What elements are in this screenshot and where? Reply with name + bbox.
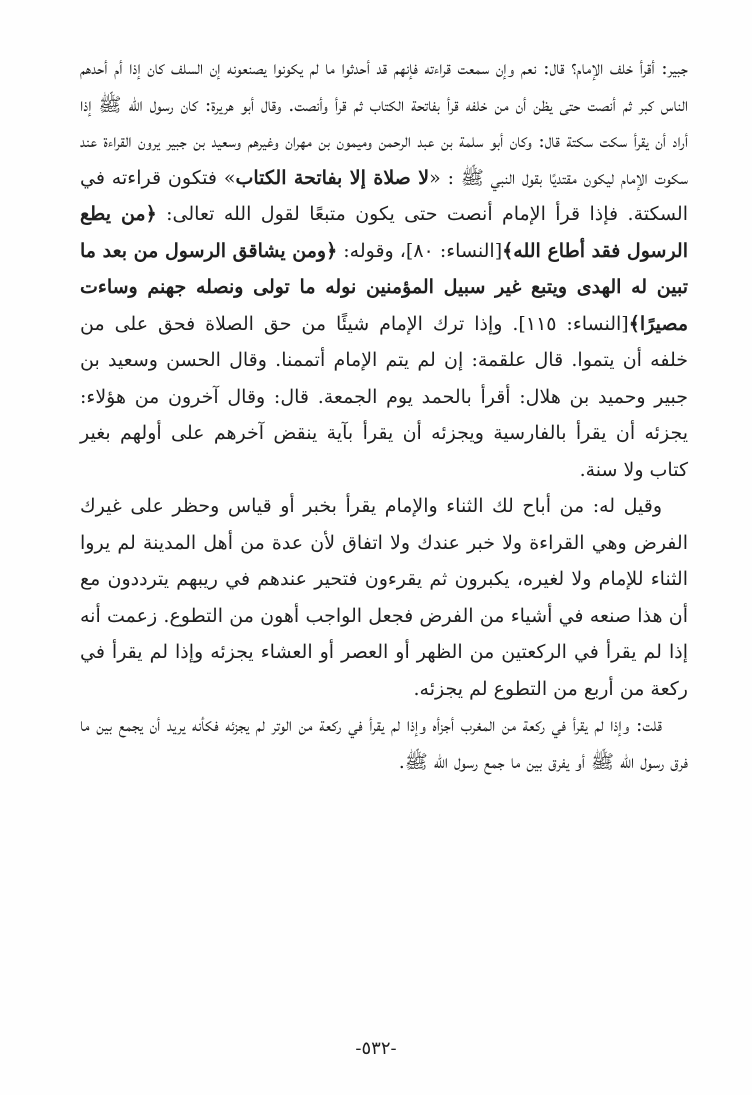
main-text [80, 50, 688, 780]
paragraph-1-text-2: » فتكون قراءته في السكتة. فإذا قرأ الإمام أنصت حتى يكون متبعًا لقول الله تعالى: [80, 166, 688, 225]
hadith-quote: لا صلاة إلا بفاتحة الكتاب [235, 166, 430, 189]
paragraph-1-text-3: [النساء: ١١٥]. وإذا ترك الإمام شيئًا من حق الصلاة فحق على من خلفه أن يتموا. قال علقمة: إن لم يتم الإمام أتممنا. وقال الحسن وسعيد بن جبير وحميد بن هلال: أقرأ بالحمد يوم الجمعة. قال: وقال آخرون من هؤلاء: يجزئه أن يقرأ بالفارسية ويجزئه أن يقرأ بآية ينقض آخرهم على أولهم بغير كتاب ولا سنة. [80, 312, 688, 481]
paragraph-1-text-1: جبير: أقرأ خلف الإمام؟ قال: نعم وإن سمعت قراءته فإنهم قد أحدثوا ما لم يكونوا يصنعونه إن السلف كان إذا أم أحدهم الناس كبر ثم أنصت حتى يظن أن من خلفه قرأ بفاتحة الكتاب ثم قرأ وأنصت. وقال أبو هريرة: كان رسول الله ﷺ إذا أراد أن يقرأ سكت سكتة قال: وكان أبو سلمة بن عبد الرحمن وميمون بن مهران وغيرهم وسعيد بن جبير يرون القراءة عند سكوت الإمام ليكون مقتديًا بقول النبي ﷺ : « [80, 57, 688, 189]
quran-verse-2: ﴿ومن يشاقق الرسول من بعد ما تبين له الهدى ويتبع غير سبيل المؤمنين نوله ما تولى ونصله جهنم وساءت مصيرًا﴾ [80, 239, 689, 335]
paragraph-1 [80, 50, 688, 488]
paragraph-3: قلت: وإذا لم يقرأ في ركعة من المغرب أجزأه وإذا لم يقرأ في ركعة من الوتر لم يجزئه فكأنه يريد أن يجمع بين ما فرق رسول الله ﷺ أو يفرق بين ما جمع رسول الله ﷺ. [80, 714, 688, 773]
paragraph-2: وقيل له: من أباح لك الثناء والإمام يقرأ بخبر أو قياس وحظر على غيرك الفرض وهي القراءة ولا خبر عندك ولا اتفاق لأن عدة من أهل المدينة لم يروا الثناء للإمام ولا لغيره، يكبرون ثم يقرءون فتحير عندهم في ريبهم يترددون مع أن هذا صنعه في أشياء من الفرض فجعل الواجب أهون من التطوع. زعمت أنه إذا لم يقرأ في الركعتين من الظهر أو العصر أو العشاء يجزئه وإذا لم يقرأ في ركعة من أربع من التطوع لم يجزئه. [80, 495, 688, 700]
verse-reference-1: [النساء: ٨٠]، وقوله: [337, 239, 503, 262]
page-number: -٥٣٢- [355, 1038, 397, 1059]
quran-verse-1: ﴿من يطع الرسول فقد أطاع الله﴾ [80, 203, 688, 262]
